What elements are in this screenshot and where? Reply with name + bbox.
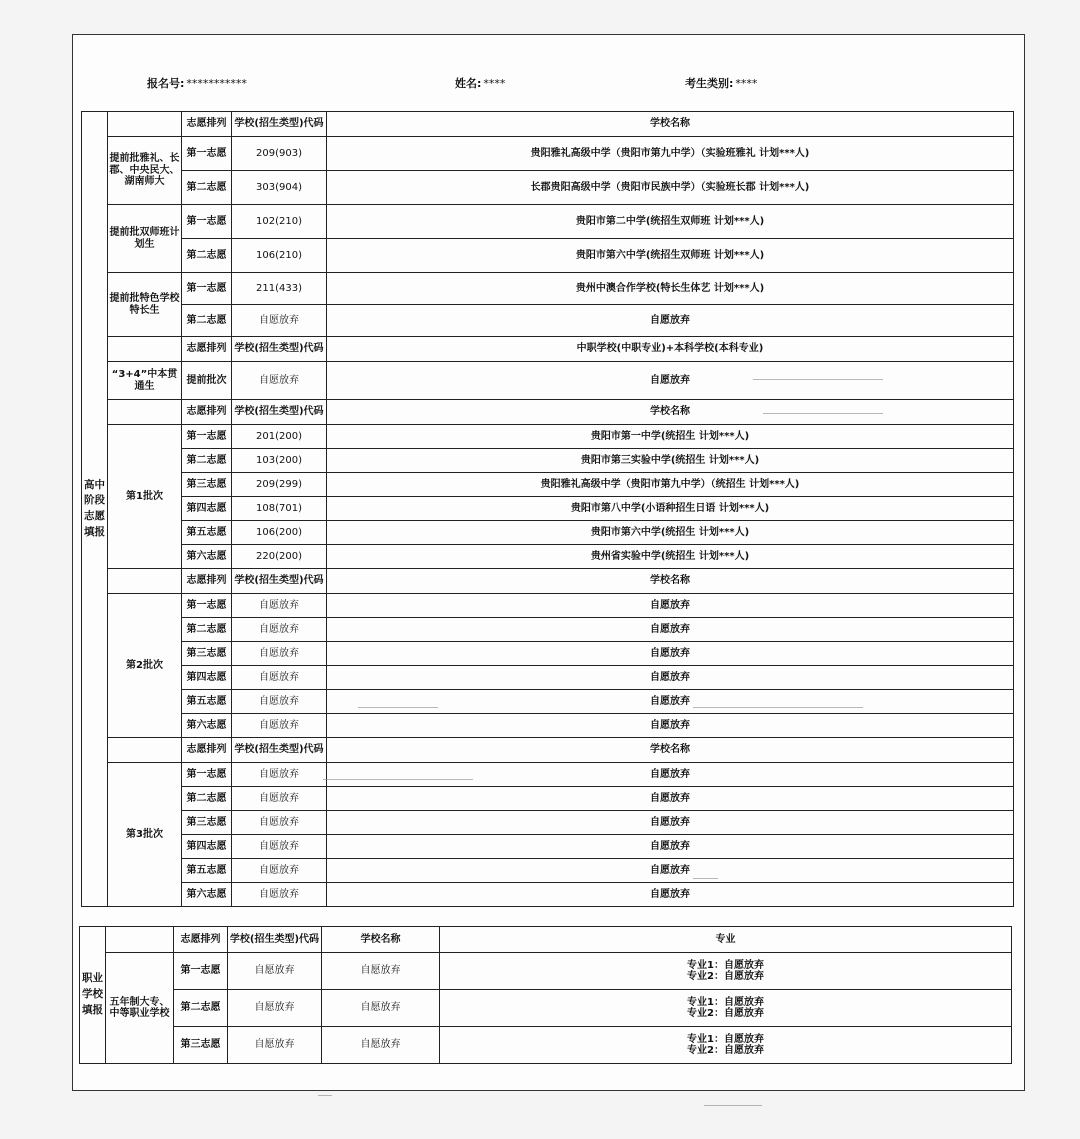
col-header-major: 专业 (440, 927, 1012, 953)
code-cell: 自愿放弃 (232, 835, 327, 859)
code-cell: 自愿放弃 (232, 618, 327, 642)
student-category (685, 75, 757, 91)
code-cell: 220(200) (232, 545, 327, 569)
school-cell: 自愿放弃 (327, 835, 1014, 859)
major-1: 专业1：自愿放弃 (687, 959, 764, 971)
rank-cell: 第四志愿 (182, 835, 232, 859)
table-row (82, 666, 1014, 690)
application-form-page (72, 34, 1025, 1091)
major-cell (440, 990, 1012, 1027)
school-cell: 贵阳雅礼高级中学（贵阳市第九中学）（统招生 计划***人) (327, 473, 1014, 497)
table-row (82, 787, 1014, 811)
table-row (82, 273, 1014, 305)
table-header-row (82, 400, 1014, 425)
group-label-b1: 第1批次 (108, 425, 182, 569)
table-row (82, 883, 1014, 907)
blank-cell (108, 112, 182, 137)
code-cell: 209(299) (232, 473, 327, 497)
rank-cell: 第五志愿 (182, 690, 232, 714)
student-name (455, 75, 505, 91)
code-cell: 自愿放弃 (232, 642, 327, 666)
rank-cell: 第一志愿 (182, 763, 232, 787)
school-cell: 自愿放弃 (327, 362, 1014, 400)
col-header-code: 学校(招生类型)代码 (232, 738, 327, 763)
table-row (82, 362, 1014, 400)
table-row (82, 137, 1014, 171)
table-row (82, 449, 1014, 473)
code-cell: 102(210) (232, 205, 327, 239)
blank-cell (108, 400, 182, 425)
col-header-rank: 志愿排列 (182, 738, 232, 763)
vocational-section-label: 职业学校填报 (80, 927, 106, 1064)
school-cell: 自愿放弃 (327, 714, 1014, 738)
school-cell: 贵阳雅礼高级中学（贵阳市第九中学）（实验班雅礼 计划***人) (327, 137, 1014, 171)
rank-cell: 第六志愿 (182, 545, 232, 569)
group-label-b3: 第3批次 (108, 763, 182, 907)
col-header-rank: 志愿排列 (182, 337, 232, 362)
student-category-value: **** (735, 77, 758, 90)
group-label-g2: 提前批双师班计划生 (108, 205, 182, 273)
rank-cell: 第六志愿 (182, 883, 232, 907)
scan-artifact (318, 1095, 332, 1096)
school-cell: 自愿放弃 (327, 763, 1014, 787)
table-row (82, 690, 1014, 714)
scan-artifact (323, 779, 473, 780)
table-row (80, 953, 1012, 990)
col-header-school: 学校名称 (327, 738, 1014, 763)
major-2: 专业2：自愿放弃 (687, 1045, 764, 1056)
rank-cell: 第二志愿 (182, 618, 232, 642)
school-cell: 自愿放弃 (327, 811, 1014, 835)
code-cell: 自愿放弃 (232, 594, 327, 618)
rank-cell: 第三志愿 (182, 642, 232, 666)
school-cell: 自愿放弃 (327, 883, 1014, 907)
group-label-b2: 第2批次 (108, 594, 182, 738)
rank-cell: 第一志愿 (182, 425, 232, 449)
school-cell: 自愿放弃 (327, 666, 1014, 690)
rank-cell: 第二志愿 (182, 787, 232, 811)
code-cell: 自愿放弃 (232, 787, 327, 811)
table-row (80, 1027, 1012, 1064)
table-header-row (82, 112, 1014, 137)
group-label-g4: “3+4”中本贯通生 (108, 362, 182, 400)
school-cell: 贵阳市第三实验中学(统招生 计划***人) (327, 449, 1014, 473)
table-row (82, 714, 1014, 738)
school-cell: 贵阳市第六中学(统招生双师班 计划***人) (327, 239, 1014, 273)
school-cell: 自愿放弃 (327, 642, 1014, 666)
rank-cell: 第一志愿 (182, 594, 232, 618)
table-row (82, 642, 1014, 666)
school-cell: 自愿放弃 (327, 787, 1014, 811)
scan-artifact (358, 707, 438, 708)
col-header-code: 学校(招生类型)代码 (232, 112, 327, 137)
code-cell: 自愿放弃 (228, 953, 322, 990)
scan-artifact (753, 379, 883, 380)
table-row (82, 763, 1014, 787)
code-cell: 201(200) (232, 425, 327, 449)
code-cell: 自愿放弃 (228, 1027, 322, 1064)
code-cell: 自愿放弃 (232, 763, 327, 787)
code-cell: 自愿放弃 (232, 811, 327, 835)
rank-cell: 第二志愿 (182, 449, 232, 473)
school-cell: 自愿放弃 (327, 859, 1014, 883)
code-cell: 209(903) (232, 137, 327, 171)
table-row (82, 239, 1014, 273)
code-cell: 自愿放弃 (232, 883, 327, 907)
table-row (82, 545, 1014, 569)
code-cell: 106(210) (232, 239, 327, 273)
school-cell: 贵阳市第一中学(统招生 计划***人) (327, 425, 1014, 449)
school-cell: 贵阳市第六中学(统招生 计划***人) (327, 521, 1014, 545)
table-header-row (80, 927, 1012, 953)
rank-cell: 第二志愿 (182, 171, 232, 205)
rank-cell: 第六志愿 (182, 714, 232, 738)
student-name-value: **** (483, 77, 506, 90)
major-cell (440, 953, 1012, 990)
table-row (82, 425, 1014, 449)
school-cell: 贵阳市第二中学(统招生双师班 计划***人) (327, 205, 1014, 239)
school-cell: 自愿放弃 (327, 305, 1014, 337)
group-label-g3: 提前批特色学校特长生 (108, 273, 182, 337)
table-row (82, 305, 1014, 337)
major-cell (440, 1027, 1012, 1064)
rank-cell: 第二志愿 (182, 239, 232, 273)
table-row (82, 835, 1014, 859)
rank-cell: 第一志愿 (182, 205, 232, 239)
rank-cell: 第一志愿 (174, 953, 228, 990)
table-header-row (82, 569, 1014, 594)
school-cell: 自愿放弃 (327, 618, 1014, 642)
school-cell: 贵州中澳合作学校(特长生体艺 计划***人) (327, 273, 1014, 305)
rank-cell: 第四志愿 (182, 666, 232, 690)
code-cell: 自愿放弃 (232, 714, 327, 738)
scan-artifact (763, 413, 883, 414)
col-header-code: 学校(招生类型)代码 (228, 927, 322, 953)
col-header-school: 学校名称 (327, 112, 1014, 137)
col-header-rank: 志愿排列 (182, 569, 232, 594)
table-header-row (82, 738, 1014, 763)
school-cell: 贵州省实验中学(统招生 计划***人) (327, 545, 1014, 569)
rank-cell: 第二志愿 (174, 990, 228, 1027)
school-cell: 自愿放弃 (322, 953, 440, 990)
blank-cell (108, 738, 182, 763)
col-header-school: 学校名称 (327, 569, 1014, 594)
school-cell: 长郡贵阳高级中学（贵阳市民族中学）（实验班长郡 计划***人) (327, 171, 1014, 205)
rank-cell: 第三志愿 (174, 1027, 228, 1064)
code-cell: 211(433) (232, 273, 327, 305)
blank-cell (108, 569, 182, 594)
table-row (80, 990, 1012, 1027)
school-cell: 自愿放弃 (327, 594, 1014, 618)
table-row (82, 859, 1014, 883)
code-cell: 自愿放弃 (228, 990, 322, 1027)
rank-cell: 提前批次 (182, 362, 232, 400)
col-header-rank: 志愿排列 (182, 112, 232, 137)
table-row (82, 497, 1014, 521)
col-header-code: 学校(招生类型)代码 (232, 337, 327, 362)
table-row (82, 594, 1014, 618)
rank-cell: 第五志愿 (182, 859, 232, 883)
major-2: 专业2：自愿放弃 (687, 1008, 764, 1019)
vocational-choice-table (79, 926, 1012, 1064)
major-1: 专业1：自愿放弃 (687, 1033, 764, 1045)
table-row (82, 811, 1014, 835)
col-header-school: 学校名称 (327, 400, 1014, 425)
rank-cell: 第三志愿 (182, 811, 232, 835)
col-header-school: 学校名称 (322, 927, 440, 953)
rank-cell: 第四志愿 (182, 497, 232, 521)
rank-cell: 第一志愿 (182, 273, 232, 305)
scan-artifact (693, 878, 718, 879)
school-cell: 自愿放弃 (322, 1027, 440, 1064)
table-row (82, 171, 1014, 205)
code-cell: 自愿放弃 (232, 362, 327, 400)
group-label-voc: 五年制大专、中等职业学校 (106, 953, 174, 1064)
rank-cell: 第三志愿 (182, 473, 232, 497)
rank-cell: 第一志愿 (182, 137, 232, 171)
col-header-code: 学校(招生类型)代码 (232, 569, 327, 594)
registration-number-label: 报名号: (147, 77, 185, 90)
registration-number (147, 75, 247, 91)
registration-number-value: *********** (186, 77, 247, 90)
code-cell: 自愿放弃 (232, 305, 327, 337)
code-cell: 303(904) (232, 171, 327, 205)
table-row (82, 205, 1014, 239)
blank-cell (108, 337, 182, 362)
blank-cell (106, 927, 174, 953)
major-2: 专业2：自愿放弃 (687, 971, 764, 982)
major-1: 专业1：自愿放弃 (687, 996, 764, 1008)
senior-high-choice-table (81, 111, 1014, 907)
table-row (82, 521, 1014, 545)
school-cell: 自愿放弃 (322, 990, 440, 1027)
table-row (82, 473, 1014, 497)
student-name-label: 姓名: (455, 77, 482, 90)
rank-cell: 第二志愿 (182, 305, 232, 337)
code-cell: 106(200) (232, 521, 327, 545)
table-header-row (82, 337, 1014, 362)
code-cell: 103(200) (232, 449, 327, 473)
scan-artifact (693, 707, 863, 708)
col-header-code: 学校(招生类型)代码 (232, 400, 327, 425)
scan-artifact (704, 1105, 762, 1106)
table-row (82, 618, 1014, 642)
col-header-school-3p4: 中职学校(中职专业)+本科学校(本科专业) (327, 337, 1014, 362)
school-cell: 自愿放弃 (327, 690, 1014, 714)
code-cell: 自愿放弃 (232, 690, 327, 714)
senior-section-label: 高中阶段志愿填报 (82, 112, 108, 907)
student-category-label: 考生类别: (685, 77, 734, 90)
col-header-rank: 志愿排列 (182, 400, 232, 425)
group-label-g1: 提前批雅礼、长郡、中央民大、湖南师大 (108, 137, 182, 205)
rank-cell: 第五志愿 (182, 521, 232, 545)
school-cell: 贵阳市第八中学(小语种招生日语 计划***人) (327, 497, 1014, 521)
code-cell: 自愿放弃 (232, 666, 327, 690)
code-cell: 自愿放弃 (232, 859, 327, 883)
col-header-rank: 志愿排列 (174, 927, 228, 953)
code-cell: 108(701) (232, 497, 327, 521)
